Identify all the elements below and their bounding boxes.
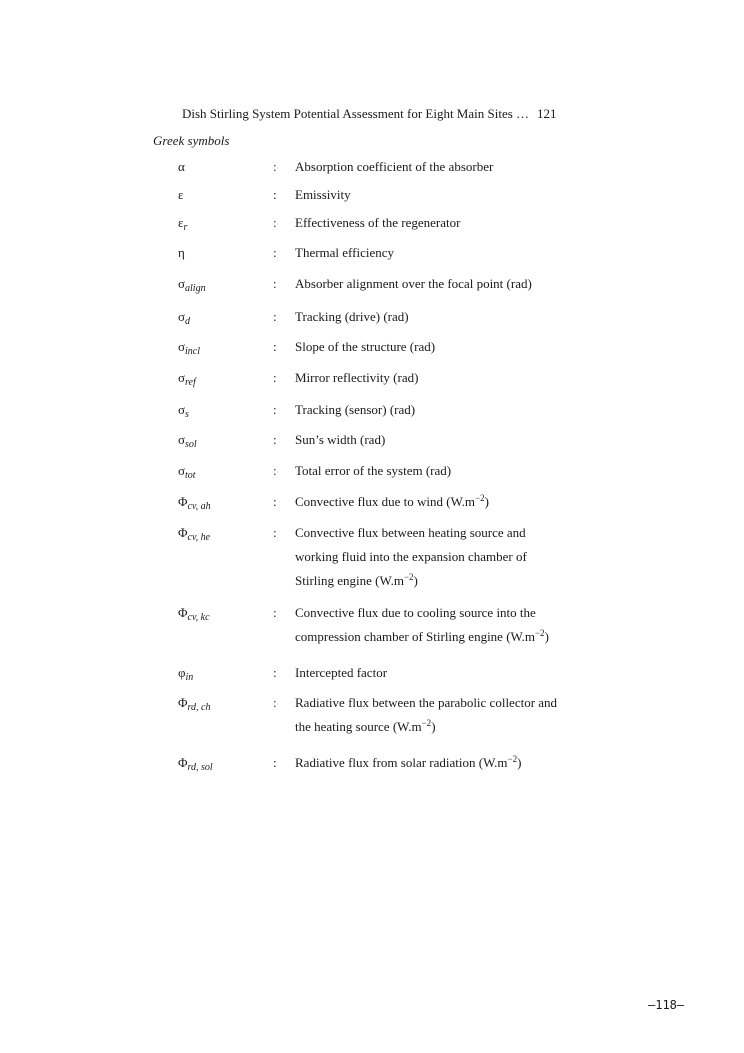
unit-exponent: −2 (475, 493, 485, 503)
description-text: Absorption coefficient of the absorber (295, 159, 494, 174)
symbol-base: σ (178, 432, 186, 447)
symbol (178, 276, 206, 292)
separator: : (273, 245, 277, 260)
separator: : (273, 339, 277, 354)
unit-exponent: −2 (403, 572, 414, 582)
unit-open: (W.m (446, 494, 476, 509)
separator: : (273, 402, 277, 417)
symbol-description-line (295, 605, 536, 621)
separator: : (273, 755, 277, 770)
separator: : (273, 605, 277, 620)
description-text: Intercepted factor (295, 665, 388, 680)
unit-open: (W.m (506, 629, 535, 644)
symbol-subscript: sol (185, 439, 197, 450)
unit (503, 629, 549, 644)
symbol-description-line (295, 339, 435, 355)
separator: : (273, 159, 277, 174)
running-head (182, 106, 557, 122)
symbol-subscript: incl (185, 346, 201, 357)
symbol-description-line (295, 695, 557, 711)
description-text: compression chamber of Stirling engine (295, 629, 503, 644)
symbol (178, 755, 213, 771)
symbol-subscript: ref (185, 377, 196, 388)
symbol-subscript: align (185, 283, 206, 294)
symbol-base: σ (178, 402, 186, 417)
symbol (178, 370, 196, 386)
symbol-description-line (295, 215, 460, 231)
unit-open: (W.m (392, 719, 422, 734)
symbol-subscript: cv, kc (187, 612, 210, 623)
symbol (178, 245, 185, 261)
unit-close: ) (484, 494, 489, 509)
separator: : (273, 695, 277, 710)
symbol-base: Φ (178, 605, 188, 620)
unit-close: ) (544, 629, 549, 644)
description-text: working fluid into the expansion chamber of (295, 549, 527, 564)
description-text: Convective flux between heating source and (295, 525, 526, 540)
symbol-description-line (295, 276, 532, 292)
symbol-description-line (295, 525, 526, 541)
separator: : (273, 525, 277, 540)
separator: : (273, 463, 277, 478)
symbol-subscript: rd, ch (187, 702, 211, 713)
description-text: Tracking (drive) (rad) (295, 309, 409, 324)
symbol-base: η (178, 245, 185, 260)
unit-open: (W.m (478, 755, 508, 770)
symbol-base: σ (178, 339, 186, 354)
symbol-base: φ (178, 665, 186, 680)
separator: : (273, 309, 277, 324)
symbol-subscript: tot (185, 470, 196, 481)
symbol-description-line (295, 629, 549, 645)
symbol (178, 159, 185, 175)
separator: : (273, 432, 277, 447)
symbol (178, 494, 211, 510)
symbol-base: α (178, 159, 185, 174)
symbol-subscript: s (185, 409, 189, 420)
symbol-subscript: cv, ah (187, 501, 211, 512)
symbol (178, 695, 210, 711)
symbol-subscript: r (183, 222, 188, 233)
symbol-description-line (295, 665, 387, 681)
description-text: Mirror reflectivity (rad) (295, 370, 419, 385)
symbol-subscript: rd, sol (187, 762, 213, 773)
separator: : (273, 370, 277, 385)
running-head-page: 121 (537, 106, 557, 121)
symbol-base: σ (178, 276, 186, 291)
description-text: Absorber alignment over the focal point (rad) (295, 276, 532, 291)
description-text: the heating source (295, 719, 390, 734)
symbol-base: Φ (178, 494, 188, 509)
symbol-description-line (295, 549, 527, 565)
symbol-subscript: in (185, 672, 194, 683)
description-text: Radiative flux from solar radiation (295, 755, 476, 770)
description-text: Slope of the structure (rad) (295, 339, 436, 354)
unit-exponent: −2 (534, 628, 545, 638)
symbol-description-line (295, 187, 351, 203)
unit (443, 494, 489, 509)
symbol-subscript: cv, he (187, 532, 211, 543)
symbol (178, 463, 196, 479)
unit-close: ) (413, 573, 418, 588)
section-title: Greek symbols (153, 133, 230, 148)
unit (476, 755, 522, 770)
symbol-description-line (295, 573, 418, 589)
symbol-description-line (295, 463, 451, 479)
description-text: Thermal efficiency (295, 245, 395, 260)
symbol-base: Φ (178, 755, 188, 770)
symbol (178, 402, 189, 418)
unit-close: ) (431, 719, 436, 734)
symbol-description-line (295, 494, 489, 510)
description-text: Convective flux due to cooling source into the (295, 605, 536, 620)
symbol-description-line (295, 755, 521, 771)
symbol (178, 665, 193, 681)
description-text: Stirling engine (295, 573, 372, 588)
separator: : (273, 665, 277, 680)
symbol-description-line (295, 245, 394, 261)
symbol-description-line (295, 370, 418, 386)
symbol (178, 525, 210, 541)
symbol (178, 215, 187, 231)
symbol-description-line (295, 402, 415, 418)
running-head-title: Dish Stirling System Potential Assessment for Eight Main Sites … (182, 106, 530, 121)
unit-exponent: −2 (421, 718, 432, 728)
separator: : (273, 187, 277, 202)
description-text: Emissivity (295, 187, 351, 202)
unit (390, 719, 436, 734)
symbol-base: σ (178, 463, 186, 478)
symbol-base: Φ (178, 695, 188, 710)
unit (372, 573, 418, 588)
symbol (178, 432, 197, 448)
symbol (178, 187, 183, 203)
separator: : (273, 215, 277, 230)
symbol-description-line (295, 159, 493, 175)
separator: : (273, 276, 277, 291)
symbol-subscript: d (185, 316, 191, 327)
symbol-description-line (295, 719, 436, 735)
page-number: –118– (648, 998, 685, 1012)
description-text: Sun’s width (rad) (295, 432, 386, 447)
symbol-description-line (295, 309, 409, 325)
description-text: Tracking (sensor) (rad) (295, 402, 416, 417)
description-text: Convective flux due to wind (295, 494, 444, 509)
symbol (178, 605, 210, 621)
unit-open: (W.m (375, 573, 404, 588)
unit-close: ) (517, 755, 522, 770)
separator: : (273, 494, 277, 509)
description-text: Total error of the system (rad) (295, 463, 452, 478)
description-text: Radiative flux between the parabolic collector and (295, 695, 558, 710)
symbol (178, 339, 200, 355)
symbol-base: ε (178, 215, 184, 230)
symbol-base: Φ (178, 525, 188, 540)
symbol (178, 309, 190, 325)
symbol-base: σ (178, 309, 186, 324)
symbol-description-line (295, 432, 385, 448)
description-text: Effectiveness of the regenerator (295, 215, 461, 230)
symbol-base: ε (178, 187, 184, 202)
unit-exponent: −2 (507, 754, 518, 764)
symbol-base: σ (178, 370, 186, 385)
